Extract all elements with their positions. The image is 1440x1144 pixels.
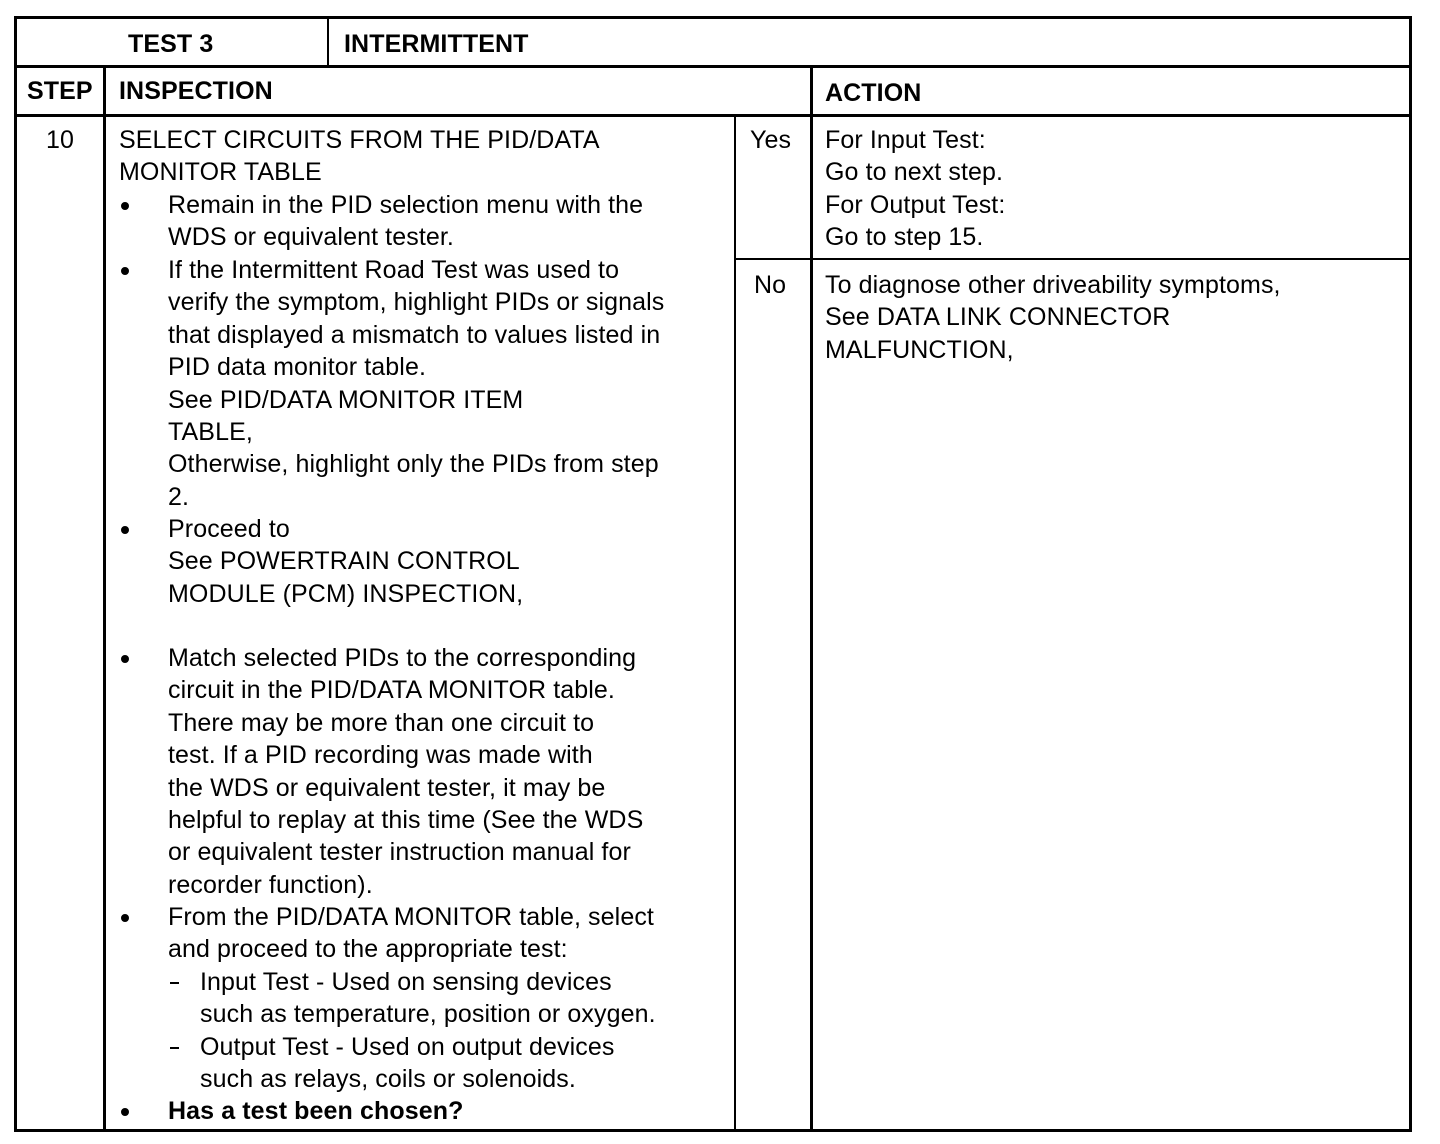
sub-item-1-marker <box>170 982 179 984</box>
action-column-rule <box>810 68 813 1129</box>
bullet-3-text: Proceed to See POWERTRAIN CONTROL MODULE (PCM) INSPECTION, <box>168 515 524 608</box>
yes-action: For Input Test: Go to next step. For Output Test: Go to step 15. <box>825 126 1006 252</box>
step-column-rule <box>103 68 106 1129</box>
bullet-1-text: Remain in the PID selection menu with the WDS or equivalent tester. <box>168 191 644 252</box>
bullet-3-marker <box>121 526 129 534</box>
title-bottom-rule <box>17 65 1409 68</box>
step-number: 10 <box>46 126 75 154</box>
answer-column-rule <box>734 117 736 1129</box>
bullet-2-marker <box>121 267 129 275</box>
answer-no: No <box>754 271 787 299</box>
sub-item-2-text: Output Test - Used on output devices such as relays, coils or solenoids. <box>200 1033 615 1094</box>
decision-question: Has a test been chosen? <box>168 1097 464 1125</box>
diagnostic-test-table <box>14 16 1412 1132</box>
answer-yes: Yes <box>750 126 792 154</box>
bullet-4-text: Match selected PIDs to the corresponding circuit in the PID/DATA MONITOR table. There may be more than one circuit to test. If a PID recording was made with the WDS or equivalent tester, it may be helpful to replay at this time (See the WDS or equivalent tester instruction manual for recorder function). <box>168 644 644 899</box>
header-bottom-rule <box>17 114 1409 117</box>
inspection-heading: SELECT CIRCUITS FROM THE PID/DATA MONITOR TABLE <box>119 126 600 187</box>
bullet-5-text: From the PID/DATA MONITOR table, select and proceed to the appropriate test: <box>168 903 654 964</box>
action-column-header: ACTION <box>825 79 922 107</box>
inspection-column-header: INSPECTION <box>119 77 273 105</box>
bullet-6-marker <box>121 1108 129 1116</box>
no-action: To diagnose other driveability symptoms, See DATA LINK CONNECTOR MALFUNCTION, <box>825 271 1281 364</box>
test-title: INTERMITTENT <box>344 30 529 58</box>
test-label: TEST 3 <box>128 30 214 58</box>
bullet-4-marker <box>121 655 129 663</box>
title-divider <box>327 19 329 65</box>
outcome-divider <box>734 258 1409 260</box>
step-column-header: STEP <box>27 77 93 105</box>
sub-item-2-marker <box>170 1047 179 1049</box>
bullet-5-marker <box>121 914 129 922</box>
bullet-1-marker <box>121 202 129 210</box>
bullet-2-text: If the Intermittent Road Test was used to verify the symptom, highlight PIDs or signals that displayed a mismatch to values listed in PID data monitor table. See PID/DATA MONITOR ITEM TABLE, Otherwise, highlight only the PIDs from step 2. <box>168 256 665 511</box>
sub-item-1-text: Input Test - Used on sensing devices such as temperature, position or oxygen. <box>200 968 656 1029</box>
